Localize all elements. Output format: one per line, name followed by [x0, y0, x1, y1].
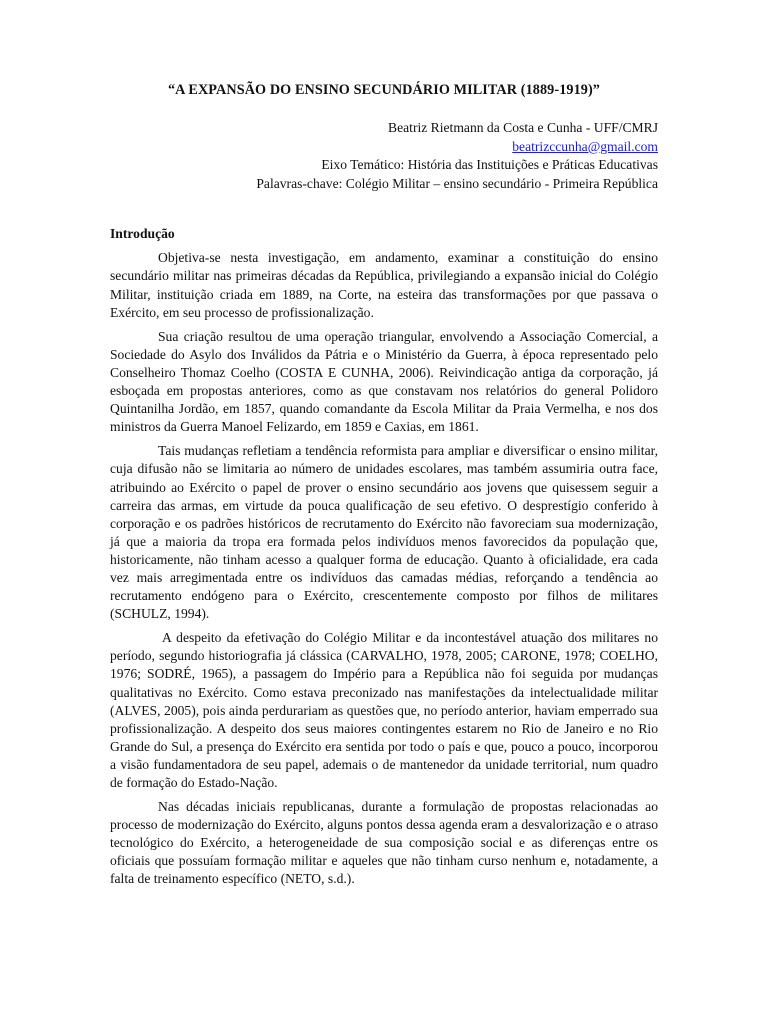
paragraph: Tais mudanças refletiam a tendência reformista para ampliar e diversificar o ensino militar, cuja difusão não se limitaria ao número de unidades escolares, mas também assumiria outra face, atribuindo ao Exército o papel de prover o ensino secundário aos jovens que quisessem seguir a carreira das armas, em virtude da pouca qualificação de seu efetivo. O desprestígio conferido à corporação e os padrões históricos de recrutamento do Exército não favoreciam sua modernização, já que a maioria da tropa era formada pelos indivíduos menos favorecidos da população que, historicamente, não tinham acesso a qualquer forma de educação. Quanto à oficialidade, era cada vez mais arregimentada entre os indivíduos das camadas médias, reforçando a tendência ao recrutamento endógeno para o Exército, crescentemente composto por filhos de militares (SCHULZ, 1994). — [110, 443, 658, 622]
author-block — [110, 119, 658, 193]
document-title: “A EXPANSÃO DO ENSINO SECUNDÁRIO MILITAR (1889-1919)” — [167, 82, 600, 98]
section-heading-introduction: Introdução — [110, 226, 175, 242]
keywords-line: Palavras-chave: Colégio Militar – ensino secundário - Primeira República — [256, 175, 658, 191]
paragraph: Objetiva-se nesta investigação, em andamento, examinar a constituição do ensino secundário militar nas primeiras décadas da República, privilegiando a expansão inicial do Colégio Militar, instituição criada em 1889, na Corte, na esteira das transformações por que passava o Exército, em seu processo de profissionalização. — [110, 250, 658, 320]
theme-line: Eixo Temático: História das Instituições e Práticas Educativas — [321, 157, 658, 173]
author-line: Beatriz Rietmann da Costa e Cunha - UFF/CMRJ — [388, 120, 658, 135]
paragraph: Sua criação resultou de uma operação triangular, envolvendo a Associação Comercial, a Sociedade do Asylo dos Inválidos da Pátria e o Ministério da Guerra, à época representado pelo Conselheiro Thomaz Coelho (COSTA E CUNHA, 2006). Reivindicação antiga da corporação, já esboçada em propostas anteriores, como as que constavam nos relatórios do general Polidoro Quintanilha Jordão, em 1857, quando comandante da Escola Militar da Praia Vermelha, e nos dos ministros da Guerra Manoel Felizardo, em 1859 e Caxias, em 1861. — [110, 328, 658, 435]
email-link[interactable]: beatrizccunha@gmail.com — [512, 138, 658, 154]
paragraph: A despeito da efetivação do Colégio Militar e da incontestável atuação dos militares no período, segundo historiografia já clássica (CARVALHO, 1978, 2005; CARONE, 1978; COELHO, 1976; SODRÉ, 1965), a passagem do Império para a República não foi seguida por mudanças qualitativas no Exército. Como estava preconizado nas manifestações da intelectualidade militar (ALVES, 2005), pois ainda perdurariam as questões que, no período anterior, haviam emperrado sua profissionalização. A despeito dos seus maiores contingentes estarem no Rio de Janeiro e no Rio Grande do Sul, a presença do Exército era sentida por todo o país e que, pouco a pouco, incorporou a visão fundamentadora de seu papel, ademais o de mantenedor da unidade territorial, num quadro de formação do Estado-Nação. — [110, 630, 658, 790]
paragraph: Nas décadas iniciais republicanas, durante a formulação de propostas relacionadas ao processo de modernização do Exército, alguns pontos dessa agenda eram a desvalorização e o atraso tecnológico do Exército, a heterogeneidade de sua composição social e as diferenças entre os oficiais que possuíam formação militar e aqueles que não tinham curso nenhum e, notadamente, a falta de treinamento específico (NETO, s.d.). — [110, 799, 658, 887]
document-page — [110, 82, 658, 895]
email-line — [110, 138, 658, 157]
